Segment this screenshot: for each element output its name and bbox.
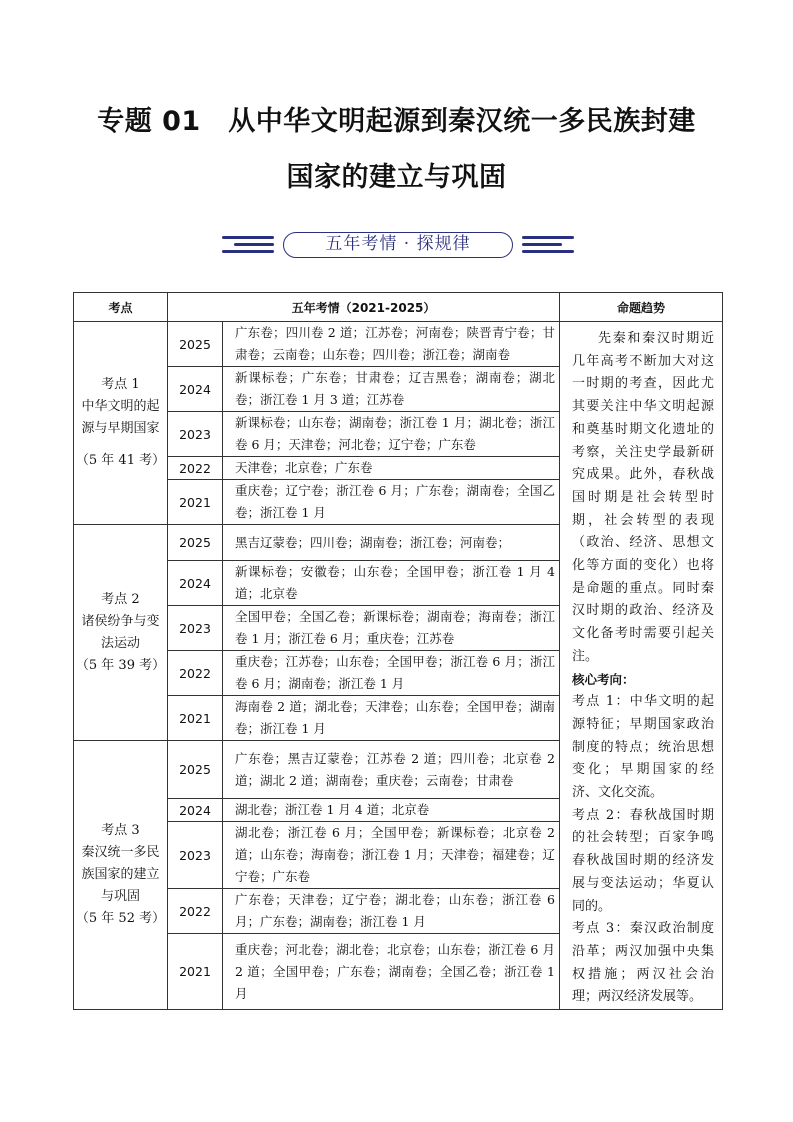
topic-cell: [74, 741, 168, 1010]
section-banner: [0, 232, 793, 262]
exam-list: 黑吉辽蒙卷；四川卷；湖南卷；浙江卷；河南卷；: [223, 525, 560, 561]
trend-intro: 先秦和秦汉时期近几年高考不断加大对这一时期的考查，因此尤其要关注中华文明起源和奠基时期文化遗址的考察，关注史学最新研究成果。此外，春秋战国时期是社会转型时期，社会转型的表现（政治、经济、思想文化等方面的变化）也将是命题的重点。同时秦汉时期的政治、经济及文化备考时需要引起关注。: [572, 331, 714, 664]
banner-right-decoration: [522, 236, 574, 257]
exam-list: 天津卷；北京卷；广东卷: [223, 457, 560, 480]
banner-label: 五年考情 · 探规律: [283, 232, 513, 258]
topic-count: （5 年 41 考）: [75, 453, 166, 468]
exam-table: [73, 292, 723, 1010]
exam-list: 重庆卷；江苏卷；山东卷；全国甲卷；浙江卷 6 月；浙江卷 6 月；湖南卷；浙江卷 1 月: [223, 651, 560, 696]
exam-list: 广东卷；天津卷；辽宁卷；湖北卷；山东卷；浙江卷 6 月；广东卷；湖南卷；浙江卷 1 月: [223, 889, 560, 934]
topic-count: （5 年 39 考）: [75, 657, 166, 673]
year-cell: 2022: [168, 651, 223, 696]
year-cell: 2025: [168, 322, 223, 367]
exam-list: 新课标卷；安徽卷；山东卷；全国甲卷；浙江卷 1 月 4 道；北京卷: [223, 561, 560, 606]
year-cell: 2025: [168, 525, 223, 561]
exam-list: 广东卷；黑吉辽蒙卷；江苏卷 2 道；四川卷；北京卷 2 道；湖北 2 道；湖南卷；重庆卷；云南卷；甘肃卷: [223, 741, 560, 799]
year-cell: 2025: [168, 741, 223, 799]
topic-count: （5 年 52 考）: [75, 911, 166, 927]
page-title-line-2: 国家的建立与巩固: [286, 162, 507, 193]
exam-list: 全国甲卷；全国乙卷；新课标卷；湖南卷；海南卷；浙江卷 1 月；浙江卷 6 月；重庆卷；江苏卷: [223, 606, 560, 651]
exam-list: 新课标卷；山东卷；湖南卷；浙江卷 1 月；湖北卷；浙江卷 6 月；天津卷；河北卷；辽宁卷；广东卷: [223, 412, 560, 457]
exam-list: 重庆卷；河北卷；湖北卷；北京卷；山东卷；浙江卷 6 月 2 道；全国甲卷；广东卷；湖南卷；全国乙卷；浙江卷 1 月: [223, 934, 560, 1010]
topic-name: 秦汉统一多民族国家的建立与巩固: [81, 845, 160, 905]
trend-point: 考点 3：秦汉政治制度沿革；两汉加强中央集权措施；两汉社会治理；两汉经济发展等。: [572, 921, 714, 1005]
year-cell: 2024: [168, 367, 223, 412]
topic-label: 考点 1: [101, 377, 140, 392]
header-trend: 命题趋势: [560, 293, 723, 322]
exam-list: 海南卷 2 道；湖北卷；天津卷；山东卷；全国甲卷；湖南卷；浙江卷 1 月: [223, 696, 560, 741]
year-cell: 2023: [168, 412, 223, 457]
topic-name: 中华文明的起源与早期国家: [81, 399, 160, 436]
exam-list: 新课标卷；广东卷；甘肃卷；辽吉黑卷；湖南卷；湖北卷；浙江卷 1 月 3 道；江苏卷: [223, 367, 560, 412]
banner-left-decoration: [222, 236, 274, 257]
topic-cell: [74, 322, 168, 525]
year-cell: 2022: [168, 457, 223, 480]
topic-label: 考点 3: [101, 823, 140, 839]
exam-list: 广东卷；四川卷 2 道；江苏卷；河南卷；陕晋青宁卷；甘肃卷；云南卷；山东卷；四川卷；浙江卷；湖南卷: [223, 322, 560, 367]
page-title-line-1: 专题 01 从中华文明起源到秦汉统一多民族封建: [97, 106, 696, 137]
exam-list: 重庆卷；辽宁卷；浙江卷 6 月；广东卷；湖南卷；全国乙卷；浙江卷 1 月: [223, 480, 560, 525]
topic-label: 考点 2: [101, 591, 140, 607]
year-cell: 2023: [168, 606, 223, 651]
table-row: [74, 322, 723, 367]
header-exams: 五年考情（2021-2025）: [168, 293, 560, 322]
year-cell: 2021: [168, 696, 223, 741]
year-cell: 2021: [168, 480, 223, 525]
exam-list: 湖北卷；浙江卷 1 月 4 道；北京卷: [223, 799, 560, 822]
table-header-row: [74, 293, 723, 322]
topic-name: 诸侯纷争与变法运动: [81, 613, 160, 651]
topic-cell: [74, 525, 168, 741]
trend-heading: 核心考向：: [572, 671, 635, 687]
trend-point: 考点 1：中华文明的起源特征；早期国家政治制度的特点；统治思想变化；早期国家的经济、文化交流。: [572, 694, 714, 801]
year-cell: 2024: [168, 561, 223, 606]
header-topic: 考点: [74, 293, 168, 322]
exam-list: 湖北卷；浙江卷 6 月；全国甲卷；新课标卷；北京卷 2 道；山东卷；海南卷；浙江卷 1 月；天津卷；福建卷；辽宁卷；广东卷: [223, 822, 560, 889]
year-cell: 2023: [168, 822, 223, 889]
trend-point: 考点 2：春秋战国时期的社会转型；百家争鸣春秋战国时期的经济发展与变法运动；华夏认同的。: [572, 807, 714, 914]
year-cell: 2022: [168, 889, 223, 934]
year-cell: 2024: [168, 799, 223, 822]
trend-cell: [560, 322, 723, 1010]
year-cell: 2021: [168, 934, 223, 1010]
